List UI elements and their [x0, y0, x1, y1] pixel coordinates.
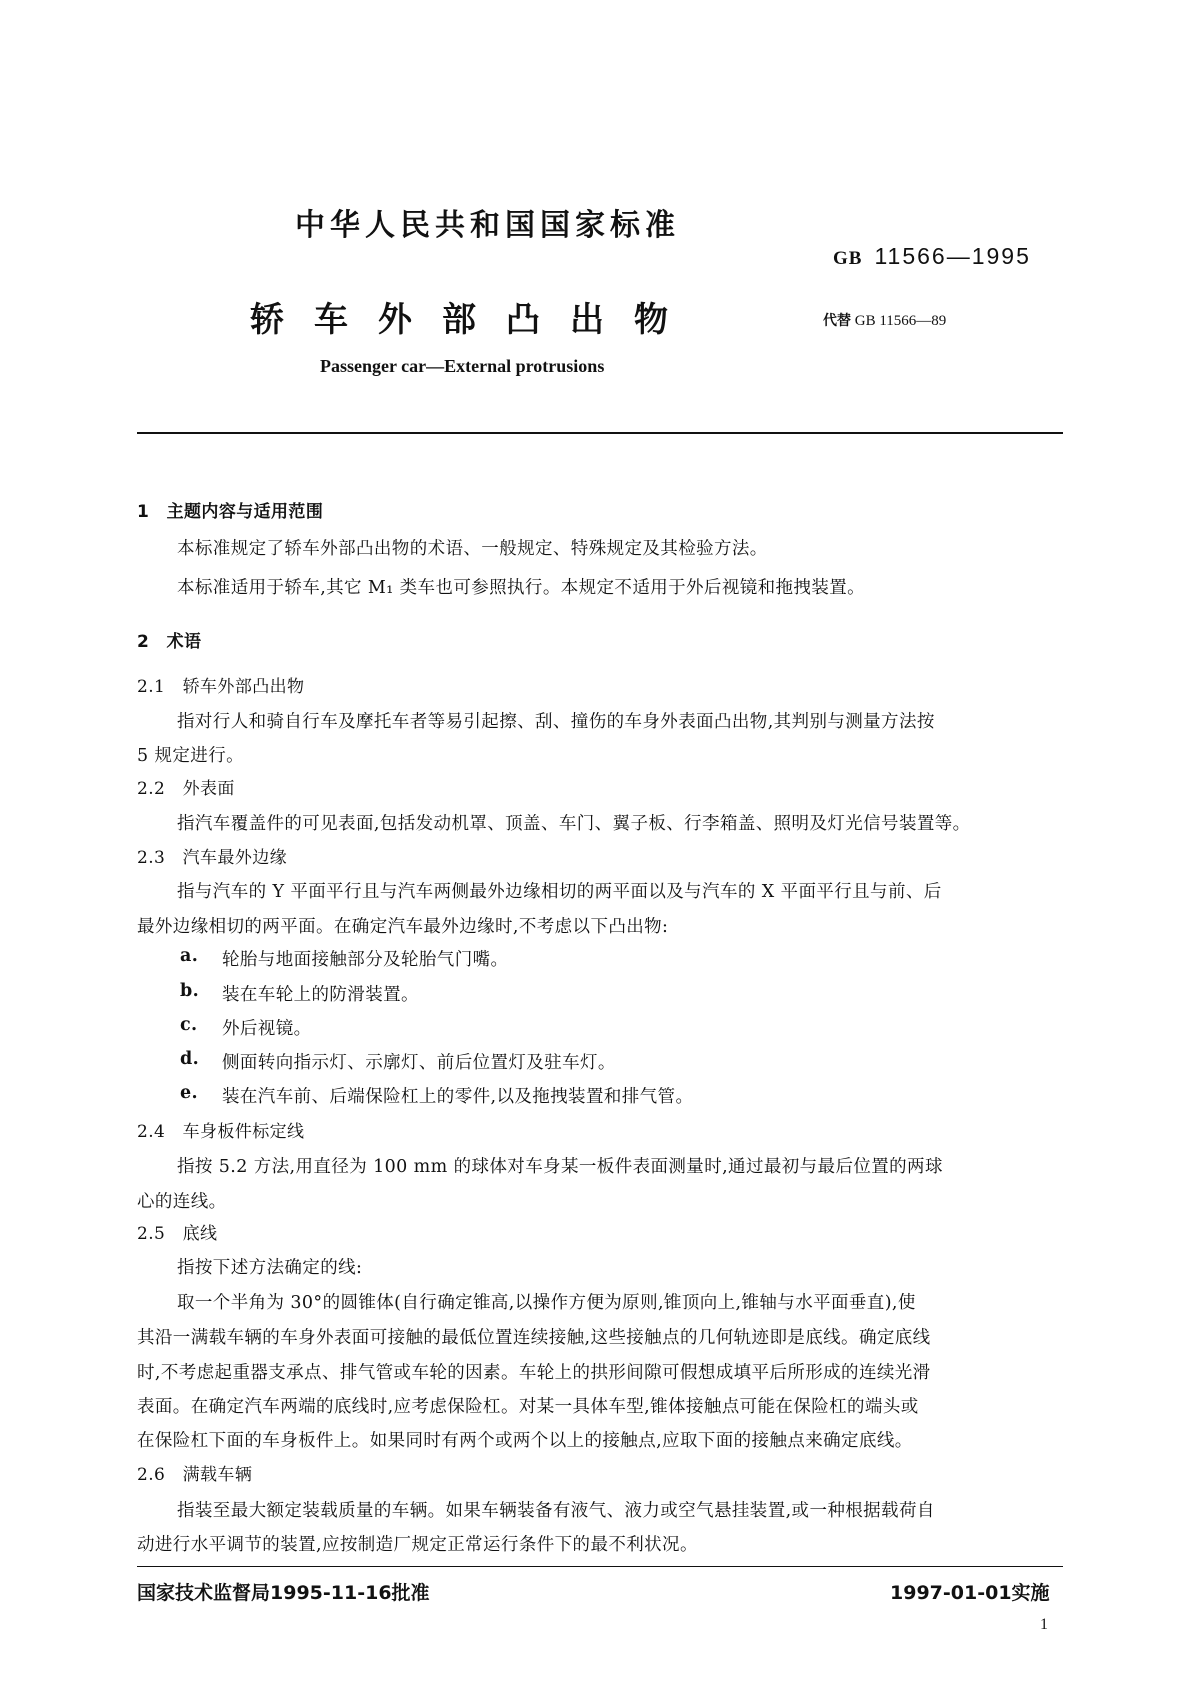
title-char: 车: [314, 300, 348, 340]
paragraph: 指汽车覆盖件的可见表面,包括发动机罩、顶盖、车门、翼子板、行李箱盖、照明及灯光信号装置等。: [177, 814, 971, 834]
title-char: 轿: [250, 300, 284, 340]
list-item-label: d.: [180, 1049, 200, 1069]
replaces-number: GB 11566—89: [854, 313, 947, 329]
list-item: 侧面转向指示灯、示廓灯、前后位置灯及驻车灯。: [222, 1053, 616, 1073]
page-number: 1: [1040, 1616, 1048, 1633]
paragraph: 最外边缘相切的两平面。在确定汽车最外边缘时,不考虑以下凸出物:: [137, 917, 669, 937]
list-item: 装在汽车前、后端保险杠上的零件,以及拖拽装置和排气管。: [222, 1087, 694, 1107]
title-char: 物: [634, 300, 668, 340]
paragraph: 在保险杠下面的车身板件上。如果同时有两个或两个以上的接触点,应取下面的接触点来确定底线。: [137, 1431, 913, 1451]
footer-divider: [137, 1566, 1063, 1567]
paragraph: 指对行人和骑自行车及摩托车者等易引起擦、刮、撞伤的车身外表面凸出物,其判别与测量方法按: [177, 712, 935, 732]
list-item-label: b.: [180, 981, 200, 1001]
list-item-label: e.: [180, 1083, 199, 1103]
paragraph: 5 规定进行。: [137, 746, 244, 766]
section-2-heading: 2 术语: [137, 632, 202, 652]
replaces-prefix: 代替: [823, 313, 851, 329]
title-char: 凸: [506, 300, 540, 340]
paragraph: 表面。在确定汽车两端的底线时,应考虑保险杠。对某一具体车型,锥体接触点可能在保险杠的端头或: [137, 1397, 919, 1417]
standard-number: [833, 243, 1031, 270]
document-title-cn: [250, 292, 698, 341]
paragraph: 其沿一满载车辆的车身外表面可接触的最低位置连续接触,这些接触点的几何轨迹即是底线。确定底线: [137, 1328, 931, 1348]
header-divider: [137, 432, 1063, 434]
paragraph: 动进行水平调节的装置,应按制造厂规定正常运行条件下的最不利状况。: [137, 1535, 698, 1555]
effective-date: 1997-01-01实施: [890, 1582, 1050, 1604]
clause-2-6-title: 2.6 满载车辆: [137, 1465, 253, 1485]
list-item-label: a.: [180, 946, 199, 966]
paragraph: 本标准规定了轿车外部凸出物的术语、一般规定、特殊规定及其检验方法。: [177, 539, 768, 559]
paragraph: 本标准适用于轿车,其它 M₁ 类车也可参照执行。本规定不适用于外后视镜和拖拽装置。: [177, 578, 866, 598]
clause-2-2-title: 2.2 外表面: [137, 779, 235, 799]
clause-2-4-title: 2.4 车身板件标定线: [137, 1122, 305, 1142]
paragraph: 指与汽车的 Y 平面平行且与汽车两侧最外边缘相切的两平面以及与汽车的 X 平面平行且与前、后: [177, 882, 942, 902]
paragraph: 心的连线。: [137, 1192, 227, 1212]
gb-prefix: GB: [833, 248, 863, 269]
clause-2-1-title: 2.1 轿车外部凸出物: [137, 677, 305, 697]
replaces-note: [823, 310, 946, 330]
paragraph: 指按下述方法确定的线:: [177, 1258, 363, 1278]
list-item: 轮胎与地面接触部分及轮胎气门嘴。: [222, 950, 509, 970]
list-item: 装在车轮上的防滑装置。: [222, 985, 419, 1005]
list-item-label: c.: [180, 1015, 198, 1035]
section-1-heading: 1 主题内容与适用范围: [137, 502, 324, 522]
title-char: 出: [570, 300, 604, 340]
document-title-en: Passenger car—External protrusions: [320, 356, 605, 376]
paragraph: 时,不考虑起重器支承点、排气管或车轮的因素。车轮上的拱形间隙可假想成填平后所形成的连续光滑: [137, 1363, 931, 1383]
paragraph: 指装至最大额定装载质量的车辆。如果车辆装备有液气、液力或空气悬挂装置,或一种根据载荷自: [177, 1501, 935, 1521]
clause-2-3-title: 2.3 汽车最外边缘: [137, 848, 288, 868]
title-char: 部: [442, 300, 476, 340]
approval-line: 国家技术监督局1995-11-16批准: [137, 1582, 430, 1604]
clause-2-5-title: 2.5 底线: [137, 1224, 218, 1244]
paragraph: 取一个半角为 30°的圆锥体(自行确定锥高,以操作方便为原则,锥顶向上,锥轴与水平面垂直),使: [177, 1293, 916, 1313]
list-item: 外后视镜。: [222, 1019, 312, 1039]
paragraph: 指按 5.2 方法,用直径为 100 mm 的球体对车身某一板件表面测量时,通过最初与最后位置的两球: [177, 1157, 943, 1177]
gb-number: 11566—1995: [874, 243, 1031, 269]
national-standard-heading: 中华人民共和国国家标准: [295, 208, 680, 243]
title-char: 外: [378, 300, 412, 340]
